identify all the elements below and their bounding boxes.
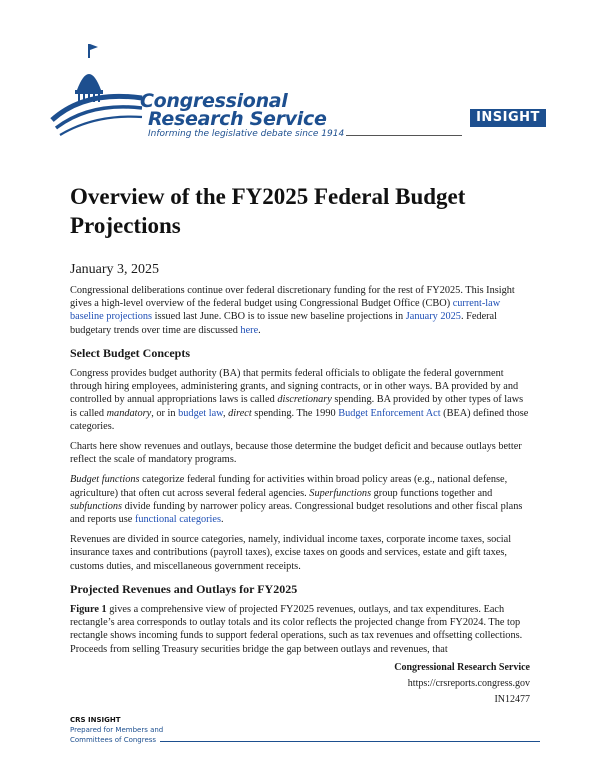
emphasis-text: direct [228, 407, 252, 419]
capitol-dome-icon [50, 40, 145, 140]
org-name-line-2: Research Service [148, 108, 327, 130]
page-footer [394, 660, 530, 708]
paragraph-text: , or in [151, 407, 179, 419]
current-law-baseline-link[interactable]: current-law baseline projections [70, 298, 501, 323]
budget-enforcement-act-link[interactable]: Budget Enforcement Act [338, 407, 441, 419]
january-2025-link[interactable]: January 2025 [405, 311, 461, 323]
insight-badge: INSIGHT [470, 109, 546, 127]
paragraph-text: group functions together and [371, 487, 493, 499]
document-date: January 3, 2025 [70, 262, 160, 277]
prepared-for-line-1: Prepared for Members and [70, 726, 164, 734]
paragraph-text: categorize federal funding for activities within broad policy areas (e.g., national defense, agriculture) that often cut across several federal agencies. [70, 474, 508, 499]
intro-text: . [258, 324, 261, 336]
crs-insight-label: CRS INSIGHT [70, 716, 121, 724]
figure-reference: Figure 1 [70, 604, 107, 616]
intro-text: Congressional deliberations continue over federal discretionary funding for the rest of FY2025. This Insight gives a high-level overview of the federal budget using Congressional Budget Office (CBO) [70, 285, 515, 310]
paragraph-text: . [220, 514, 224, 526]
emphasis-text: Superfunctions [309, 487, 372, 499]
crs-insight-footer [70, 715, 163, 745]
functional-categories-link[interactable]: functional categories [134, 514, 221, 526]
org-name-line-1: Congressional [140, 90, 288, 112]
section-heading-projected-revenues: Projected Revenues and Outlays for FY2025 [70, 581, 298, 596]
footer-rule [160, 741, 540, 742]
emphasis-text: Budget functions [70, 474, 140, 486]
footer-report-id: IN12477 [494, 694, 530, 705]
org-tagline: Informing the legislative debate since 1914 [148, 129, 345, 139]
here-link[interactable]: here [240, 324, 259, 336]
intro-paragraph [70, 284, 532, 337]
footer-url[interactable]: https://crsreports.congress.gov [407, 678, 530, 689]
paragraph-text: , [222, 407, 229, 419]
document-title: Overview of the FY2025 Federal Budget Projections [70, 184, 466, 238]
paragraph-text: spending. The 1990 [251, 407, 339, 419]
tagline-rule [346, 135, 462, 136]
emphasis-text: discretionary [277, 394, 332, 406]
figure-paragraph [70, 603, 532, 656]
section-heading-budget-concepts: Select Budget Concepts [70, 345, 190, 360]
budget-law-link[interactable]: budget law [178, 407, 223, 419]
charts-paragraph: Charts here show revenues and outlays, because those determine the budget deficit and because outlays better reflect the scale of mandatory programs. [70, 441, 522, 466]
paragraph-text: gives a comprehensive view of projected FY2025 revenues, outlays, and tax expenditures. Each rectangle’s area corresponds to outlay totals and its color reflects the projected change from FY2024. The top rectangle shows incoming funds to support federal operations, such as tax revenues and offsetting collections. Proceeds from selling Treasury securities bridge the gap between outlays and revenues, that [70, 604, 523, 655]
page-header [0, 0, 600, 150]
paragraph-text: divide funding by narrower policy areas. Congressional budget resolutions and other fiscal plans and reports use [70, 500, 523, 526]
intro-text: . Federal budgetary trends over time are discussed [70, 311, 497, 336]
budget-functions-paragraph [70, 473, 532, 526]
footer-org-name: Congressional Research Service [394, 662, 530, 673]
document-body [70, 284, 532, 663]
emphasis-text: mandatory [106, 407, 152, 419]
budget-authority-paragraph [70, 367, 532, 433]
prepared-for-line-2: Committees of Congress [70, 736, 157, 744]
paragraph-text: (BEA) defined those categories. [70, 407, 529, 432]
revenues-paragraph: Revenues are divided in source categories, namely, individual income taxes, corporate income taxes, social insurance taxes and contributions (payroll taxes), excise taxes on goods and services, estate and gift taxes, customs duties, and miscellaneous government receipts. [70, 534, 512, 572]
intro-text: issued last June. CBO is to issue new baseline projections in [152, 311, 406, 323]
paragraph-text: Congress provides budget authority (BA) that permits federal officials to obligate the federal government through hiring employees, administering grants, and signing contracts, or in other ways. BA provided by and controlled by annual appropriations laws is called [70, 368, 519, 406]
paragraph-text: spending. BA provided by other types of laws is called [70, 394, 524, 419]
emphasis-text: subfunctions [70, 500, 123, 512]
